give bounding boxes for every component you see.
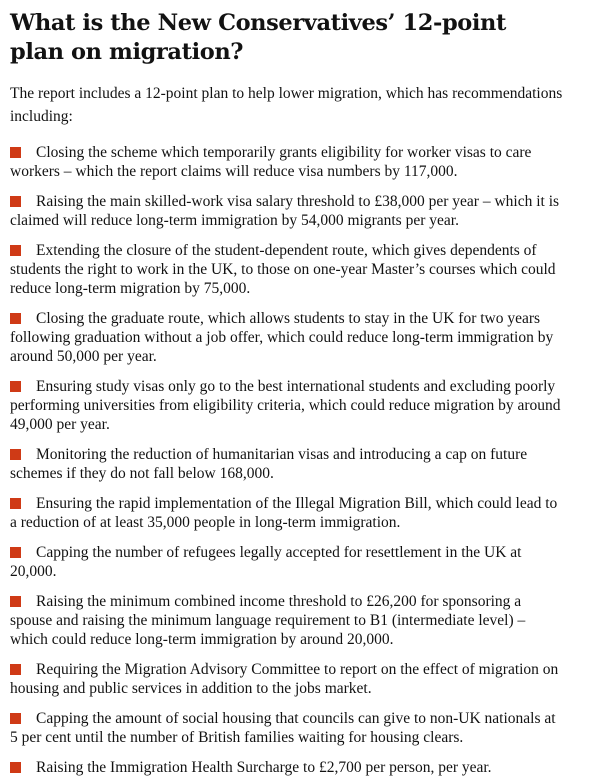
plan-item-text: Raising the main skilled-work visa salary threshold to £38,000 per year – which it is claimed will reduce long-term immigration by 54,000 migrants per year. [10, 193, 560, 230]
plan-item-text: Closing the graduate route, which allows students to stay in the UK for two years following graduation without a job offer, which could reduce long-term immigration by around 50,000 per year. [10, 310, 554, 366]
bullet-square-icon [10, 762, 21, 773]
plan-bullet-list [10, 143, 566, 777]
plan-item-text: Capping the number of refugees legally accepted for resettlement in the UK at 20,000. [10, 544, 522, 581]
intro-paragraph: The report includes a 12-point plan to help lower migration, which has recommendations including: [10, 85, 563, 126]
bullet-square-icon [10, 713, 21, 724]
bullet-square-icon [10, 196, 21, 207]
plan-item-text: Capping the amount of social housing that councils can give to non-UK nationals at 5 per cent until the number of British families waiting for housing clears. [10, 710, 556, 747]
plan-item-text: Extending the closure of the student-dependent route, which gives dependents of students the right to work in the UK, to those on one-year Master’s courses which could reduce long-term migration by 75,000. [10, 242, 556, 298]
plan-item-text: Ensuring the rapid implementation of the Illegal Migration Bill, which could lead to a reduction of at least 35,000 people in long-term immigration. [10, 495, 558, 532]
plan-item-text: Requiring the Migration Advisory Committee to report on the effect of migration on housing and public services in addition to the jobs market. [10, 661, 559, 698]
plan-list-item [10, 709, 566, 747]
bullet-square-icon [10, 313, 21, 324]
plan-item-text: Closing the scheme which temporarily grants eligibility for worker visas to care workers – which the report claims will reduce visa numbers by 117,000. [10, 144, 532, 181]
bullet-square-icon [10, 664, 21, 675]
plan-item-text: Monitoring the reduction of humanitarian visas and introducing a cap on future schemes if they do not fall below 168,000. [10, 446, 528, 483]
plan-list-item [10, 660, 566, 698]
bullet-square-icon [10, 381, 21, 392]
plan-item-text: Ensuring study visas only go to the best international students and excluding poorly performing universities from eligibility criteria, which could reduce migration by around 49,000 per year. [10, 378, 561, 434]
bullet-square-icon [10, 449, 21, 460]
bullet-square-icon [10, 147, 21, 158]
plan-list-item [10, 758, 566, 777]
plan-list-item [10, 592, 566, 649]
bullet-square-icon [10, 547, 21, 558]
plan-list-item [10, 377, 566, 434]
bullet-square-icon [10, 596, 21, 607]
plan-list-item [10, 445, 566, 483]
plan-list-item [10, 241, 566, 298]
plan-list-item [10, 143, 566, 181]
plan-list-item [10, 309, 566, 366]
bullet-square-icon [10, 245, 21, 256]
plan-list-item [10, 494, 566, 532]
bullet-square-icon [10, 498, 21, 509]
plan-list-item [10, 543, 566, 581]
plan-item-text: Raising the minimum combined income threshold to £26,200 for sponsoring a spouse and raising the minimum language requirement to B1 (intermediate level) – which could reduce long-term immigration by around 20,000. [10, 593, 526, 649]
plan-item-text: Raising the Immigration Health Surcharge to £2,700 per person, per year. [36, 759, 492, 777]
plan-list-item [10, 192, 566, 230]
section-heading: What is the New Conservatives’ 12-point plan on migration? [10, 10, 506, 65]
